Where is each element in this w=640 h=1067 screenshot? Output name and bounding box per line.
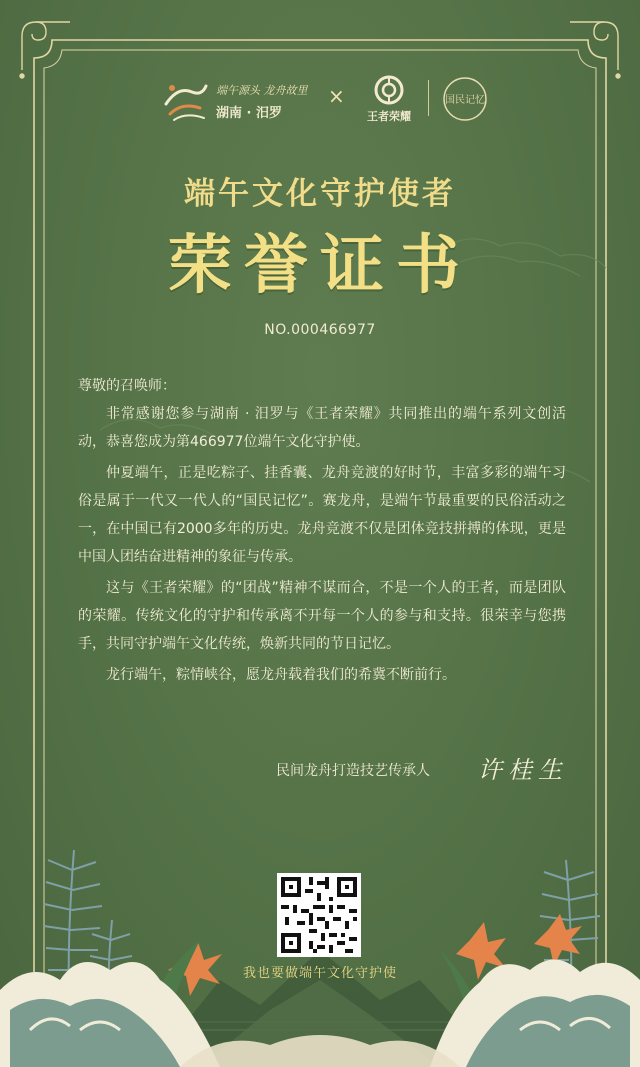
signatory-title: 民间龙舟打造技艺传承人 [276,763,430,779]
guomin-badge-icon [440,74,490,124]
letter-body [78,372,566,692]
brand-slogan: 端午源头 龙舟故里 [216,84,308,97]
qr-code[interactable] [277,873,361,957]
guomin-jiyi-badge [440,74,490,124]
collab-cross: × [328,84,345,108]
qr-code-icon [277,873,361,957]
game-logo [358,74,420,126]
logo-divider [428,80,429,116]
certificate-title: 荣誉证书 [168,228,472,303]
letter-paragraph: 仲夏端午，正是吃粽子、挂香囊、龙舟竞渡的好时节，丰富多彩的端午习俗是属于一代又一代人的“国民记忆”。赛龙舟，是端午节最重要的民俗活动之一，在中国已有2000多年的历史。龙舟竞渡不仅是团体竞技拼搏的体现，更是中国人团结奋进精神的象征与传承。 [78,465,566,565]
letter-greeting: 尊敬的召唤师： [78,378,176,394]
certificate-subtitle: 端午文化守护使者 [184,176,456,212]
signatory-name: 许桂生 [478,756,568,784]
dragon-boat-icon [160,74,212,126]
miluo-logo [160,74,320,126]
brand-place: 湖南 · 汨罗 [216,106,282,121]
signature-line [260,750,590,790]
guomin-badge-text: 国民记忆 [445,95,485,106]
letter-paragraph: 这与《王者荣耀》的“团战”精神不谋而合，不是一个人的王者，而是团队的荣耀。传统文化的守护和传承离不开每一个人的参与和支持。很荣幸与您携手，共同守护端午文化传统，焕新共同的节日记忆。 [78,580,566,652]
letter-paragraph: 龙行端午，粽情峡谷，愿龙舟载着我们的希冀不断前行。 [106,667,456,683]
letter-paragraph: 非常感谢您参与湖南 · 汨罗与《王者荣耀》共同推出的端午系列文创活动，恭喜您成为第466977位端午文化守护使。 [78,406,566,450]
logo-row [160,70,500,130]
game-logo-text: 王者荣耀 [367,110,411,123]
qr-caption: 我也要做端午文化守护使 [242,966,397,981]
game-emblem-icon [358,74,420,108]
serial-number: NO.000466977 [264,322,376,338]
